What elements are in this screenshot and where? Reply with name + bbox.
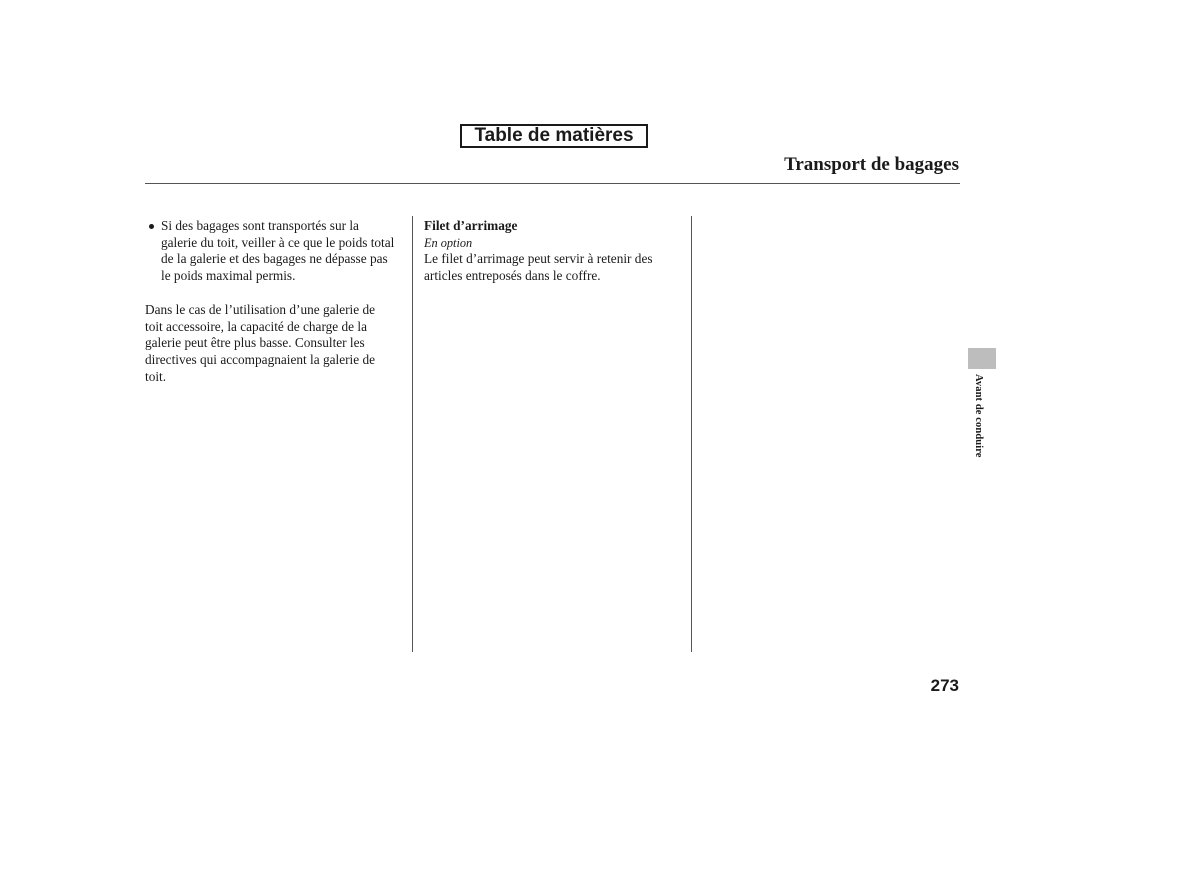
chapter-tab-marker <box>968 348 996 369</box>
text-column-left <box>145 218 395 385</box>
body-paragraph: Le filet d’arrimage peut servir à retenir des articles entreposés dans le coffre. <box>424 251 653 284</box>
chapter-tab-label: Avant de conduire <box>973 374 984 458</box>
column-divider-right <box>691 216 692 652</box>
subheading: Filet d’arrimage <box>424 218 518 233</box>
option-label: En option <box>424 235 473 250</box>
bullet-item <box>145 218 395 285</box>
body-paragraph: Dans le cas de l’utilisation d’une galerie de toit accessoire, la capacité de charge de la galerie peut être plus basse. Consulter les directives qui accompagnaient la galerie de toit. <box>145 301 376 384</box>
table-of-contents-button[interactable]: Table de matières <box>460 124 648 148</box>
bullet-text: Si des bagages sont transportés sur la galerie du toit, veiller à ce que le poids total de la galerie et des bagages ne dépasse pas le poids maximal permis. <box>161 218 395 284</box>
section-title: Transport de bagages <box>784 154 959 175</box>
bullet-icon <box>149 224 154 229</box>
header-divider <box>145 183 960 184</box>
text-column-middle <box>424 218 674 285</box>
column-divider-left <box>412 216 413 652</box>
page-number: 273 <box>930 676 959 695</box>
